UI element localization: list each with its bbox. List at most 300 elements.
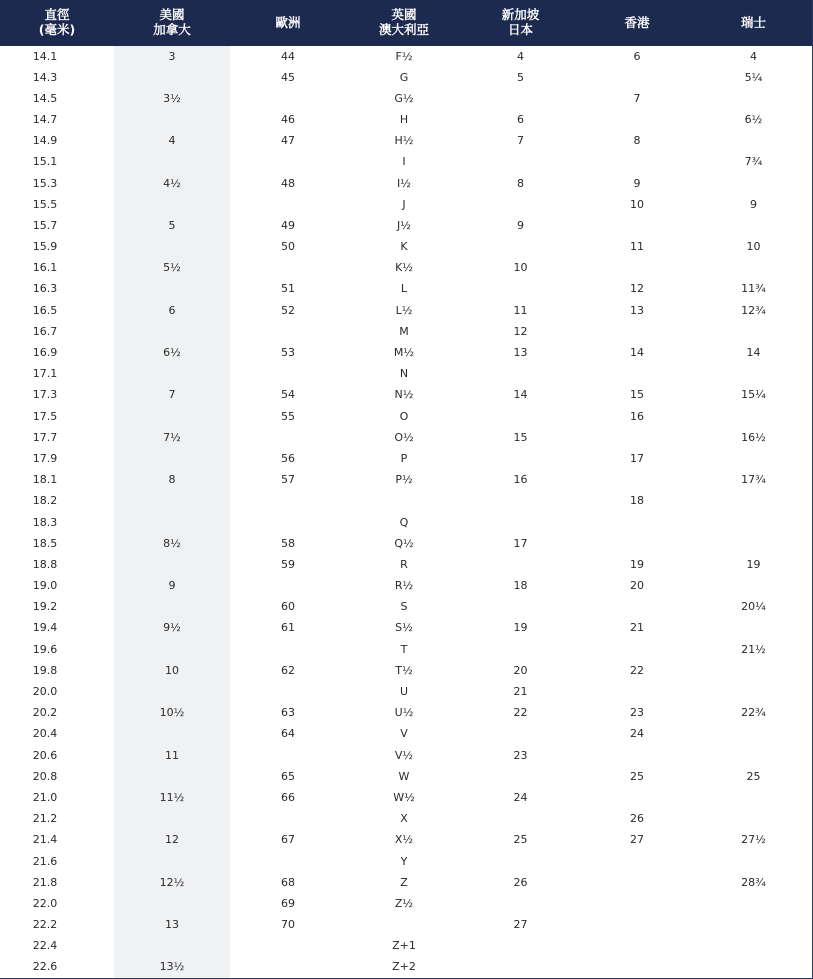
table-row xyxy=(0,469,812,490)
cell-sg xyxy=(462,88,579,109)
cell-us xyxy=(114,808,230,829)
cell-eu xyxy=(230,88,346,109)
cell-mm: 19.4 xyxy=(32,621,58,635)
cell-sg xyxy=(462,236,579,257)
table-row xyxy=(0,702,812,723)
cell-hk xyxy=(579,363,695,384)
cell-hk xyxy=(579,914,695,935)
cell-us xyxy=(114,511,230,532)
cell-sg xyxy=(462,448,579,469)
cell-sg: 4 xyxy=(517,49,524,63)
cell-uk: Z+1 xyxy=(392,939,416,953)
cell-eu: 51 xyxy=(281,282,295,296)
cell-ch xyxy=(695,850,812,871)
cell-uk: V xyxy=(400,727,408,741)
cell-sg xyxy=(462,956,579,977)
cell-mm: 18.2 xyxy=(32,494,58,508)
table-row xyxy=(0,427,812,448)
cell-us xyxy=(114,723,230,744)
table-row xyxy=(0,829,812,850)
cell-us: 9 xyxy=(114,575,230,596)
table-row xyxy=(0,956,812,977)
cell-ch xyxy=(695,511,812,532)
column-header-line: 瑞士 xyxy=(740,14,766,30)
cell-hk: 25 xyxy=(630,769,644,783)
cell-uk: K xyxy=(400,240,408,254)
cell-hk xyxy=(579,257,695,278)
cell-mm: 17.5 xyxy=(32,409,58,423)
cell-us: 3 xyxy=(114,45,230,67)
cell-ch: 10 xyxy=(746,240,761,254)
cell-sg: 5 xyxy=(517,70,524,84)
cell-sg xyxy=(462,194,579,215)
cell-us: 8½ xyxy=(114,533,230,554)
table-row xyxy=(0,194,812,215)
cell-uk: L½ xyxy=(395,303,413,317)
column-header-hk xyxy=(579,0,695,45)
cell-uk: G xyxy=(399,70,409,84)
cell-hk: 18 xyxy=(630,494,644,508)
cell-us: 7½ xyxy=(114,427,230,448)
cell-mm: 18.3 xyxy=(32,515,58,529)
cell-sg xyxy=(462,808,579,829)
cell-sg: 11 xyxy=(513,303,528,317)
cell-sg: 22 xyxy=(513,706,528,720)
cell-hk: 7 xyxy=(633,91,641,105)
cell-mm: 20.6 xyxy=(32,748,58,762)
column-header-line: 澳大利亞 xyxy=(378,22,429,38)
cell-uk xyxy=(346,914,462,935)
cell-eu: 50 xyxy=(281,240,295,254)
cell-sg xyxy=(462,850,579,871)
cell-ch: 28¾ xyxy=(741,875,766,889)
cell-us: 13½ xyxy=(114,956,230,977)
cell-sg xyxy=(462,363,579,384)
cell-sg: 9 xyxy=(517,218,524,232)
cell-uk: X½ xyxy=(394,833,414,847)
column-header-us xyxy=(114,0,230,45)
cell-mm: 17.7 xyxy=(32,430,58,444)
cell-mm: 18.8 xyxy=(32,557,58,571)
cell-hk: 19 xyxy=(630,557,644,571)
cell-uk: N xyxy=(399,367,409,381)
cell-uk: M xyxy=(399,324,409,338)
cell-ch xyxy=(695,723,812,744)
cell-us: 11 xyxy=(114,745,230,766)
table-row xyxy=(0,384,812,405)
cell-mm: 17.9 xyxy=(32,451,58,465)
cell-sg: 27 xyxy=(513,918,528,932)
table-row xyxy=(0,67,812,88)
cell-hk xyxy=(579,427,695,448)
cell-us: 6 xyxy=(114,300,230,321)
cell-hk xyxy=(579,511,695,532)
cell-sg xyxy=(462,639,579,660)
cell-us xyxy=(114,448,230,469)
table-row xyxy=(0,151,812,172)
column-header-uk xyxy=(346,0,462,45)
cell-us: 10 xyxy=(114,660,230,681)
cell-ch: 4 xyxy=(750,49,757,63)
cell-uk: Z xyxy=(400,875,408,889)
cell-eu: 55 xyxy=(281,409,295,423)
cell-uk: H½ xyxy=(394,134,414,148)
cell-eu: 46 xyxy=(281,112,295,126)
cell-hk xyxy=(579,850,695,871)
cell-ch xyxy=(695,935,812,956)
cell-eu: 52 xyxy=(281,303,295,317)
column-header-line: 直徑 xyxy=(44,7,70,23)
table-row xyxy=(0,490,812,511)
cell-us xyxy=(114,681,230,702)
cell-us xyxy=(114,109,230,130)
cell-uk: T½ xyxy=(395,663,413,677)
table-row xyxy=(0,575,812,596)
cell-sg: 20 xyxy=(513,663,528,677)
cell-eu: 53 xyxy=(281,346,295,360)
cell-uk: Z+2 xyxy=(392,960,416,974)
cell-ch xyxy=(695,914,812,935)
cell-ch xyxy=(695,88,812,109)
table-row xyxy=(0,766,812,787)
cell-eu: 45 xyxy=(281,70,295,84)
cell-hk: 27 xyxy=(630,833,644,847)
cell-us xyxy=(114,893,230,914)
cell-us: 5 xyxy=(114,215,230,236)
cell-hk: 13 xyxy=(630,303,644,317)
cell-eu: 54 xyxy=(281,388,295,402)
cell-hk: 15 xyxy=(630,388,644,402)
cell-hk: 11 xyxy=(630,240,644,254)
cell-hk: 22 xyxy=(630,663,644,677)
cell-us xyxy=(114,67,230,88)
cell-ch: 16½ xyxy=(741,430,766,444)
cell-eu xyxy=(230,808,346,829)
table-row xyxy=(0,554,812,575)
cell-ch: 15¼ xyxy=(741,388,766,402)
cell-us xyxy=(114,850,230,871)
cell-us: 11½ xyxy=(114,787,230,808)
cell-eu: 69 xyxy=(281,896,295,910)
cell-uk: U½ xyxy=(394,706,414,720)
cell-hk: 21 xyxy=(630,621,644,635)
cell-mm: 19.0 xyxy=(32,579,58,593)
table-row xyxy=(0,850,812,871)
cell-mm: 22.2 xyxy=(32,918,58,932)
cell-hk xyxy=(579,681,695,702)
cell-eu: 66 xyxy=(281,790,295,804)
cell-hk: 9 xyxy=(633,176,641,190)
cell-mm: 14.9 xyxy=(32,134,58,148)
table-row xyxy=(0,342,812,363)
column-header-line: (毫米) xyxy=(38,22,76,38)
column-header-sg xyxy=(462,0,579,45)
cell-sg: 12 xyxy=(513,324,528,338)
cell-sg: 7 xyxy=(517,134,524,148)
cell-sg xyxy=(462,893,579,914)
cell-eu xyxy=(230,363,346,384)
cell-sg: 18 xyxy=(513,579,528,593)
cell-uk: O½ xyxy=(394,430,414,444)
cell-mm: 18.1 xyxy=(32,473,58,487)
cell-us: 7 xyxy=(114,384,230,405)
cell-ch: 6½ xyxy=(744,112,763,126)
cell-uk: N½ xyxy=(394,388,414,402)
cell-sg xyxy=(462,490,579,511)
table-row xyxy=(0,363,812,384)
cell-mm: 17.3 xyxy=(32,388,58,402)
cell-eu xyxy=(230,745,346,766)
table-row xyxy=(0,511,812,532)
cell-mm: 20.4 xyxy=(32,727,58,741)
column-header-line: 香港 xyxy=(624,14,650,30)
cell-sg: 21 xyxy=(513,685,528,699)
column-header-line: 歐洲 xyxy=(275,14,301,30)
table-row xyxy=(0,45,812,67)
cell-mm: 16.3 xyxy=(32,282,58,296)
cell-hk xyxy=(579,956,695,977)
cell-us: 12½ xyxy=(114,872,230,893)
cell-hk xyxy=(579,935,695,956)
cell-eu xyxy=(230,681,346,702)
cell-eu: 47 xyxy=(281,134,295,148)
cell-uk: I xyxy=(402,155,406,169)
cell-uk: P xyxy=(400,451,408,465)
table-header xyxy=(0,0,812,45)
table-row xyxy=(0,300,812,321)
cell-uk: F½ xyxy=(395,49,413,63)
cell-us xyxy=(114,363,230,384)
cell-us xyxy=(114,766,230,787)
cell-ch: 25 xyxy=(746,769,761,783)
cell-ch xyxy=(695,893,812,914)
cell-uk: R½ xyxy=(394,579,414,593)
cell-us: 4 xyxy=(114,130,230,151)
cell-mm: 21.4 xyxy=(32,833,58,847)
cell-uk: X xyxy=(400,812,408,826)
table-row xyxy=(0,130,812,151)
cell-eu xyxy=(230,639,346,660)
table-row xyxy=(0,914,812,935)
cell-sg: 16 xyxy=(513,473,528,487)
cell-uk: Z½ xyxy=(394,896,414,910)
cell-eu: 44 xyxy=(281,49,295,63)
table-row xyxy=(0,745,812,766)
cell-eu xyxy=(230,511,346,532)
cell-ch xyxy=(695,321,812,342)
cell-us: 3½ xyxy=(114,88,230,109)
cell-sg xyxy=(462,554,579,575)
cell-ch xyxy=(695,172,812,193)
cell-ch xyxy=(695,533,812,554)
cell-mm: 16.9 xyxy=(32,346,58,360)
cell-eu xyxy=(230,427,346,448)
cell-hk: 16 xyxy=(630,409,644,423)
cell-mm: 22.4 xyxy=(32,939,58,953)
cell-us: 4½ xyxy=(114,172,230,193)
cell-mm: 16.1 xyxy=(32,261,58,275)
cell-us: 12 xyxy=(114,829,230,850)
cell-uk xyxy=(346,490,462,511)
cell-uk: W xyxy=(398,769,410,783)
cell-mm: 21.6 xyxy=(32,854,58,868)
cell-eu: 60 xyxy=(281,600,295,614)
cell-mm: 18.5 xyxy=(32,536,58,550)
cell-ch: 22¾ xyxy=(741,706,766,720)
cell-us xyxy=(114,194,230,215)
cell-ch: 19 xyxy=(746,557,761,571)
table-row xyxy=(0,808,812,829)
table-row xyxy=(0,172,812,193)
table-row xyxy=(0,109,812,130)
cell-eu xyxy=(230,935,346,956)
cell-hk xyxy=(579,893,695,914)
cell-uk: Q½ xyxy=(394,536,414,550)
cell-uk: V½ xyxy=(394,748,414,762)
cell-mm: 19.2 xyxy=(32,600,58,614)
cell-eu: 68 xyxy=(281,875,295,889)
table-row xyxy=(0,88,812,109)
cell-hk: 8 xyxy=(633,134,641,148)
cell-eu: 61 xyxy=(281,621,295,635)
cell-mm: 22.6 xyxy=(32,960,58,974)
cell-us xyxy=(114,278,230,299)
cell-eu: 67 xyxy=(281,833,295,847)
cell-mm: 20.0 xyxy=(32,685,58,699)
cell-eu xyxy=(230,151,346,172)
cell-ch xyxy=(695,130,812,151)
cell-hk: 26 xyxy=(630,812,644,826)
cell-hk xyxy=(579,469,695,490)
cell-uk: K½ xyxy=(395,261,413,275)
cell-uk: O xyxy=(399,409,409,423)
cell-us: 6½ xyxy=(114,342,230,363)
cell-us xyxy=(114,321,230,342)
column-header-line: 加拿大 xyxy=(153,22,191,38)
cell-us xyxy=(114,935,230,956)
cell-sg: 23 xyxy=(513,748,528,762)
cell-mm: 16.5 xyxy=(32,303,58,317)
table-row xyxy=(0,617,812,638)
cell-mm: 21.8 xyxy=(32,875,58,889)
column-header-line: 美國 xyxy=(159,7,185,23)
cell-hk: 10 xyxy=(630,197,644,211)
table-row xyxy=(0,660,812,681)
cell-uk: L xyxy=(400,282,408,296)
table-row xyxy=(0,935,812,956)
cell-us xyxy=(114,554,230,575)
cell-mm: 15.3 xyxy=(32,176,58,190)
cell-sg: 14 xyxy=(513,388,528,402)
cell-hk xyxy=(579,215,695,236)
column-header-mm xyxy=(0,0,114,45)
cell-eu: 48 xyxy=(281,176,295,190)
cell-sg: 26 xyxy=(513,875,528,889)
cell-sg: 15 xyxy=(513,430,528,444)
cell-eu: 59 xyxy=(281,557,295,571)
cell-mm: 19.8 xyxy=(32,663,58,677)
cell-ch xyxy=(695,406,812,427)
cell-uk: S xyxy=(400,600,408,614)
cell-ch xyxy=(695,787,812,808)
cell-sg: 6 xyxy=(517,112,524,126)
cell-us: 10½ xyxy=(114,702,230,723)
column-header-line: 日本 xyxy=(507,22,533,38)
cell-uk: Y xyxy=(400,854,408,868)
cell-ch: 14 xyxy=(746,346,761,360)
cell-uk: S½ xyxy=(395,621,413,635)
cell-sg: 25 xyxy=(513,833,528,847)
cell-eu: 62 xyxy=(281,663,295,677)
cell-mm: 14.7 xyxy=(32,112,58,126)
cell-sg xyxy=(462,723,579,744)
cell-ch xyxy=(695,257,812,278)
cell-mm: 15.9 xyxy=(32,240,58,254)
table-body xyxy=(0,45,812,978)
table-row xyxy=(0,406,812,427)
cell-us: 5½ xyxy=(114,257,230,278)
table-row xyxy=(0,278,812,299)
table-row xyxy=(0,893,812,914)
cell-ch xyxy=(695,681,812,702)
cell-ch xyxy=(695,745,812,766)
cell-ch xyxy=(695,448,812,469)
cell-eu xyxy=(230,194,346,215)
cell-sg xyxy=(462,766,579,787)
table-row xyxy=(0,596,812,617)
cell-ch: 5¼ xyxy=(744,70,763,84)
cell-mm: 15.7 xyxy=(32,218,58,232)
cell-uk: R xyxy=(400,557,408,571)
cell-mm: 20.2 xyxy=(32,706,58,720)
table-row xyxy=(0,723,812,744)
cell-ch: 7¾ xyxy=(744,155,763,169)
cell-sg xyxy=(462,151,579,172)
table-row xyxy=(0,533,812,554)
cell-hk xyxy=(579,639,695,660)
cell-hk xyxy=(579,872,695,893)
cell-mm: 22.0 xyxy=(32,896,58,910)
cell-us xyxy=(114,236,230,257)
cell-eu: 49 xyxy=(281,218,295,232)
cell-ch: 9 xyxy=(750,197,757,211)
column-header-line: 英國 xyxy=(391,7,417,23)
cell-eu xyxy=(230,490,346,511)
cell-hk: 14 xyxy=(630,346,644,360)
column-header-line: 新加坡 xyxy=(501,7,540,23)
cell-hk: 20 xyxy=(630,579,644,593)
cell-hk: 12 xyxy=(630,282,644,296)
cell-ch xyxy=(695,660,812,681)
table-row xyxy=(0,872,812,893)
cell-uk: J xyxy=(402,197,406,211)
cell-us: 8 xyxy=(114,469,230,490)
cell-ch: 17¾ xyxy=(741,473,766,487)
cell-sg: 17 xyxy=(513,536,528,550)
cell-mm: 21.0 xyxy=(32,790,58,804)
cell-us xyxy=(114,406,230,427)
cell-sg xyxy=(462,935,579,956)
cell-ch xyxy=(695,956,812,977)
column-header-ch xyxy=(695,0,812,45)
cell-uk: H xyxy=(399,112,409,126)
cell-uk: G½ xyxy=(394,91,414,105)
cell-us: 13 xyxy=(114,914,230,935)
cell-sg xyxy=(462,278,579,299)
cell-uk: P½ xyxy=(395,473,413,487)
cell-hk: 24 xyxy=(630,727,644,741)
cell-uk: M½ xyxy=(393,346,415,360)
